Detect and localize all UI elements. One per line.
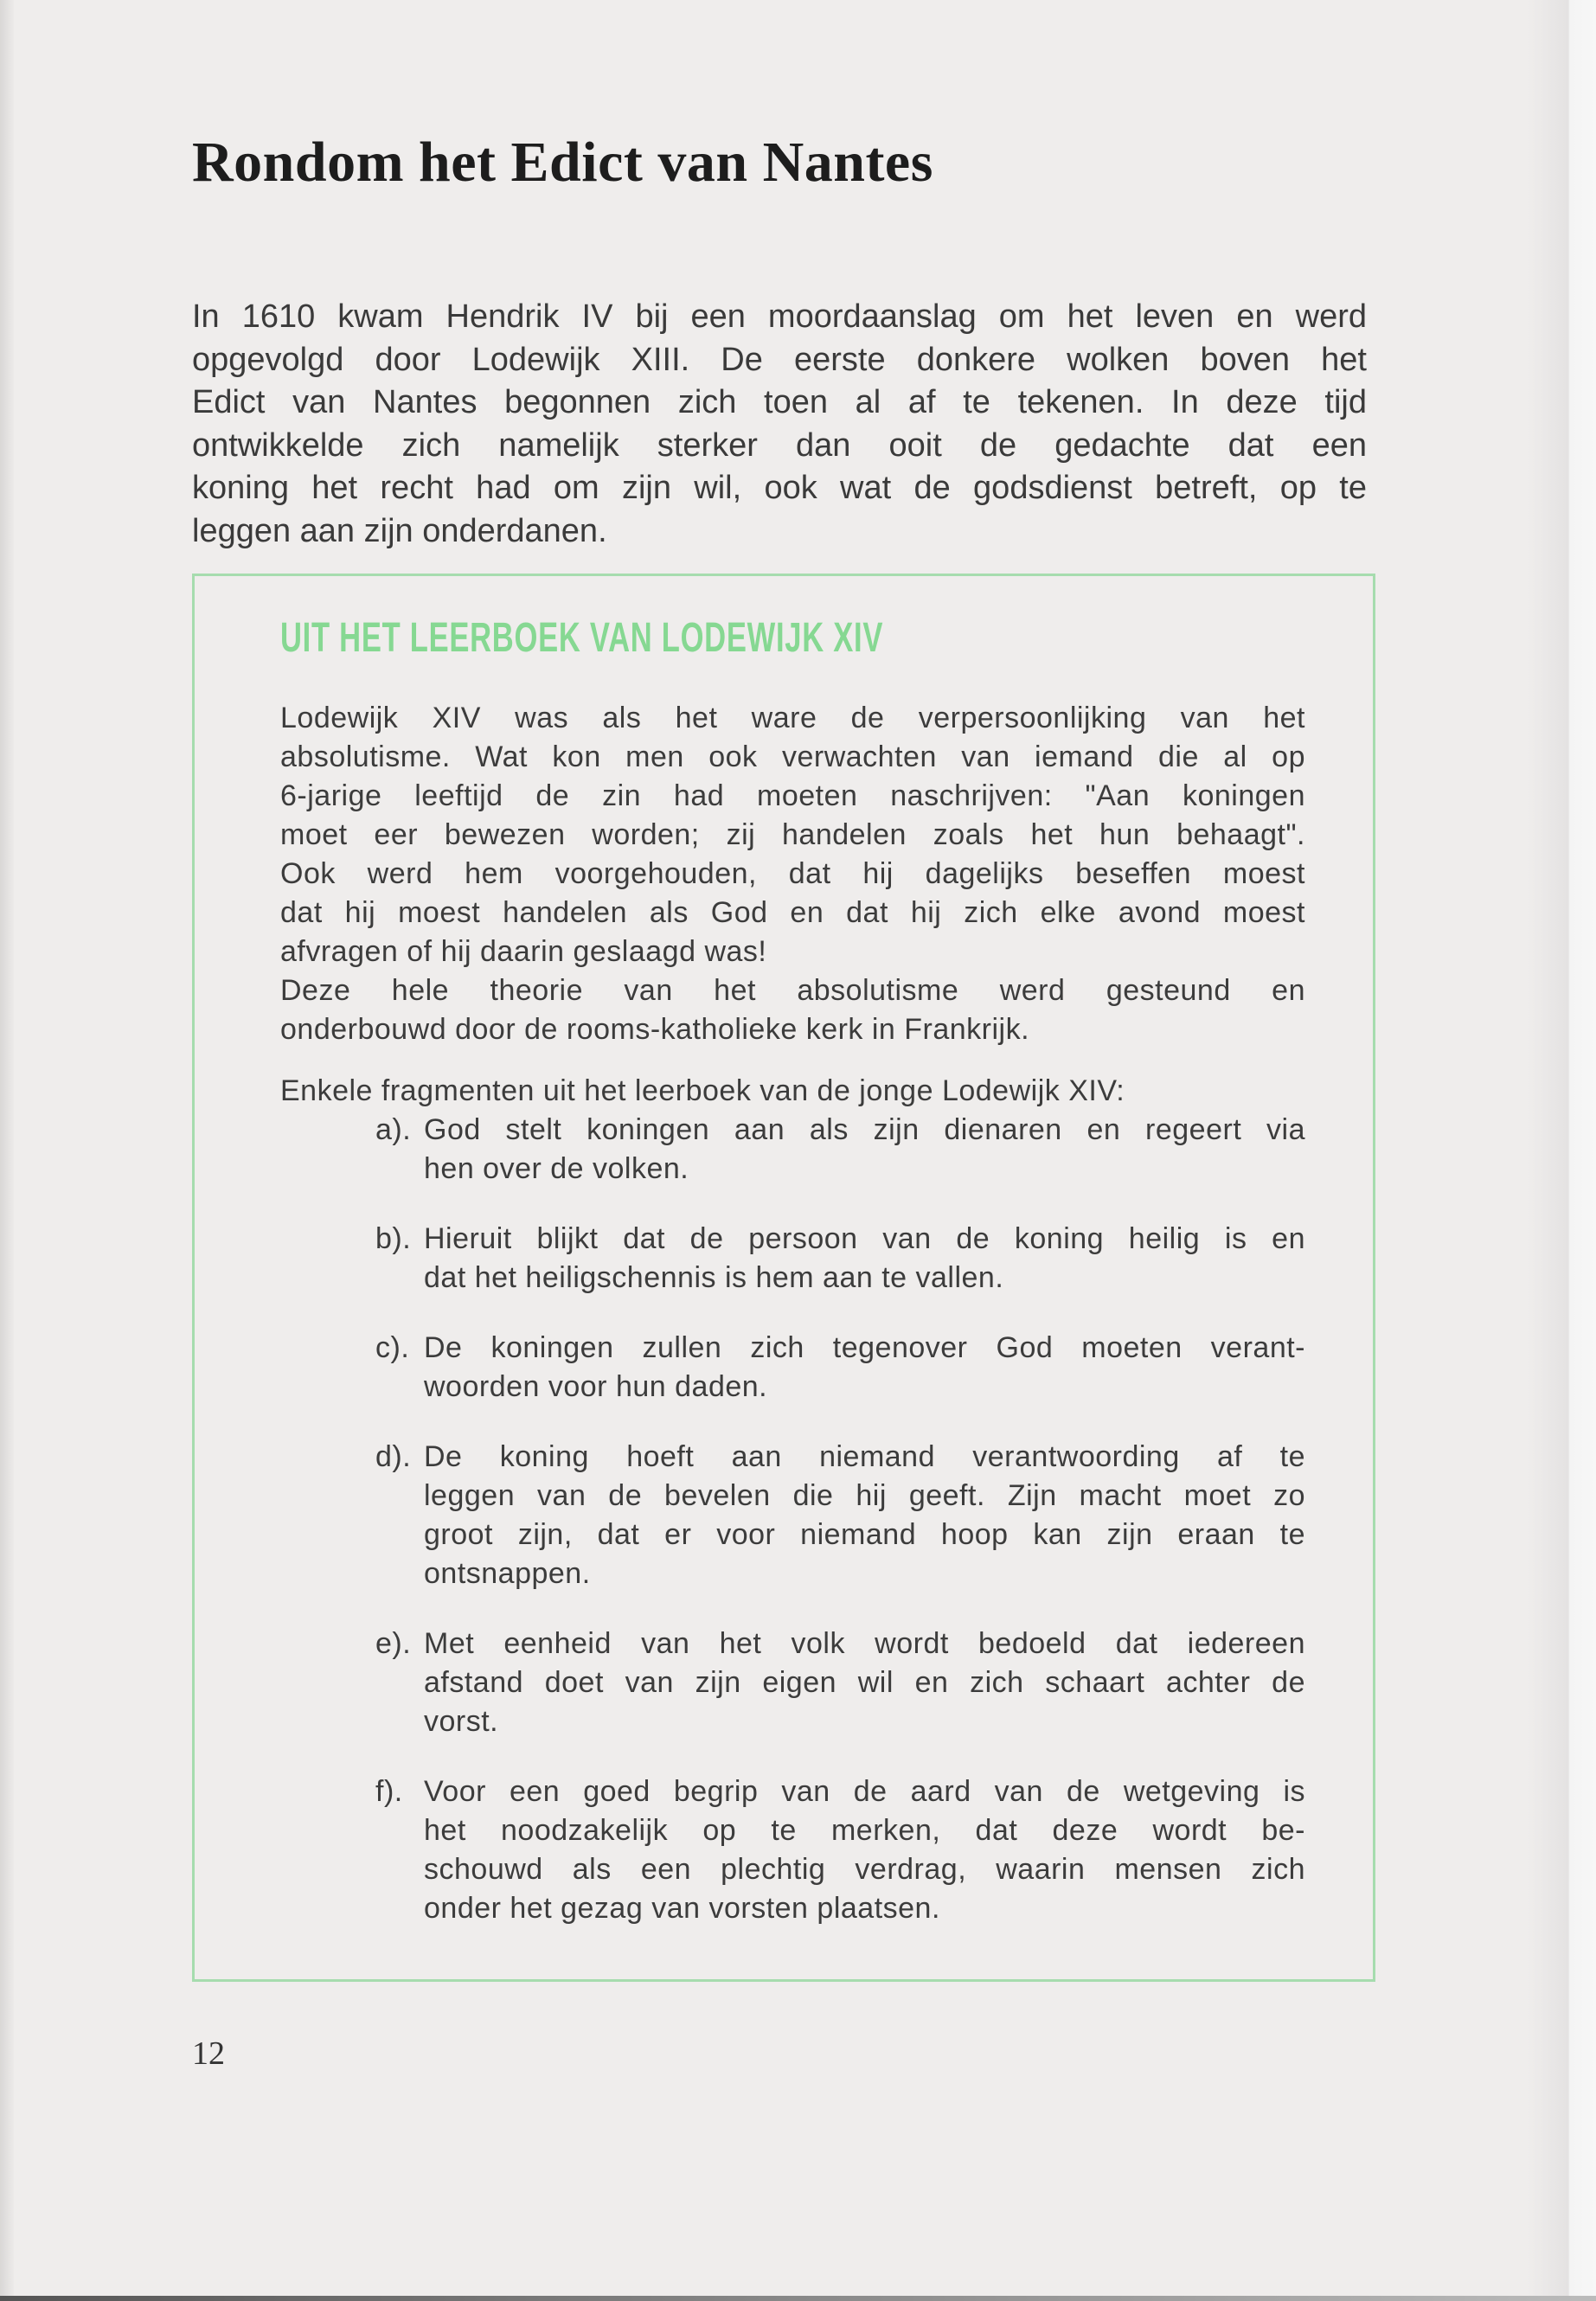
page-title: Rondom het Edict van Nantes	[192, 131, 933, 194]
fragment-label: b).	[375, 1222, 412, 1255]
text-line: het noodzakelijk op te merken, dat deze wordt be-	[424, 1814, 1305, 1847]
text-line: onderbouwd door de rooms-katholieke kerk in Frankrijk.	[280, 1013, 1030, 1046]
text-line: groot zijn, dat er voor niemand hoop kan zijn eraan te	[424, 1518, 1305, 1551]
text-line: ontwikkelde zich namelijk sterker dan ooit de gedachte dat een	[192, 426, 1367, 464]
text-line: dat hij moest handelen als God en dat hij zich elke avond moest	[280, 896, 1305, 929]
text-line: God stelt koningen aan als zijn dienaren en regeert via	[424, 1113, 1305, 1146]
fragment-text	[424, 1111, 1305, 1189]
text-line: 6-jarige leeftijd de zin had moeten naschrijven: "Aan koningen	[280, 779, 1305, 812]
text-line: afstand doet van zijn eigen wil en zich schaart achter de	[424, 1666, 1305, 1699]
box-heading: UIT HET LEERBOEK VAN LODEWIJK XIV	[280, 615, 884, 661]
text-line: afvragen of hij daarin geslaagd was!	[280, 935, 767, 968]
text-line: Deze hele theorie van het absolutisme werd gesteund en	[280, 974, 1305, 1007]
text-line: Voor een goed begrip van de aard van de wetgeving is	[424, 1775, 1305, 1808]
page-right-edge	[1527, 0, 1596, 2301]
text-line: dat het heiligschennis is hem aan te vallen.	[424, 1261, 1004, 1294]
text-line: leggen van de bevelen die hij geeft. Zijn macht moet zo	[424, 1479, 1305, 1512]
text-line: De koningen zullen zich tegenover God moeten verant-	[424, 1331, 1305, 1364]
text-line: hen over de volken.	[424, 1152, 689, 1185]
text-line: koning het recht had om zijn wil, ook wat de godsdienst betreft, op te	[192, 470, 1367, 506]
fragment-label: f).	[375, 1775, 403, 1808]
fragment-label: c).	[375, 1331, 410, 1364]
fragment-text	[424, 1438, 1305, 1593]
page-bottom-edge	[0, 2296, 1596, 2301]
text-line: onder het gezag van vorsten plaatsen.	[424, 1892, 940, 1925]
fragment-text	[424, 1220, 1305, 1298]
text-line: woorden voor hun daden.	[424, 1370, 768, 1403]
text-line: vorst.	[424, 1705, 499, 1738]
intro-paragraph	[192, 296, 1367, 553]
fragment-text	[424, 1772, 1305, 1928]
fragment-text	[424, 1329, 1305, 1407]
text-line: Edict van Nantes begonnen zich toen al af te tekenen. In deze tijd	[192, 384, 1367, 420]
text-line: opgevolgd door Lodewijk XIII. De eerste donkere wolken boven het	[192, 341, 1367, 378]
page-left-edge	[0, 0, 14, 2301]
fragments-intro: Enkele fragmenten uit het leerboek van de jonge Lodewijk XIV:	[280, 1074, 1125, 1107]
sidebar-box	[192, 574, 1375, 1982]
text-line: De koning hoeft aan niemand verantwoording af te	[424, 1440, 1305, 1473]
text-line: ontsnappen.	[424, 1557, 591, 1590]
text-line: moet eer bewezen worden; zij handelen zoals het hun behaagt".	[280, 818, 1305, 851]
text-line: absolutisme. Wat kon men ook verwachten van iemand die al op	[280, 740, 1305, 773]
text-line: In 1610 kwam Hendrik IV bij een moordaanslag om het leven en werd	[192, 298, 1367, 335]
fragment-label: d).	[375, 1440, 412, 1473]
page-number: 12	[192, 2035, 225, 2072]
fragment-text	[424, 1625, 1305, 1741]
fragment-label: e).	[375, 1627, 412, 1660]
box-paragraph	[280, 699, 1305, 1049]
text-line: Ook werd hem voorgehouden, dat hij dagelijks beseffen moest	[280, 857, 1305, 890]
text-line: Met eenheid van het volk wordt bedoeld dat iedereen	[424, 1627, 1305, 1660]
text-line: Lodewijk XIV was als het ware de verpersoonlijking van het	[280, 702, 1305, 734]
text-line: schouwd als een plechtig verdrag, waarin mensen zich	[424, 1853, 1305, 1886]
text-line: Hieruit blijkt dat de persoon van de koning heilig is en	[424, 1222, 1305, 1255]
fragment-label: a).	[375, 1113, 412, 1146]
text-line: leggen aan zijn onderdanen.	[192, 512, 607, 549]
